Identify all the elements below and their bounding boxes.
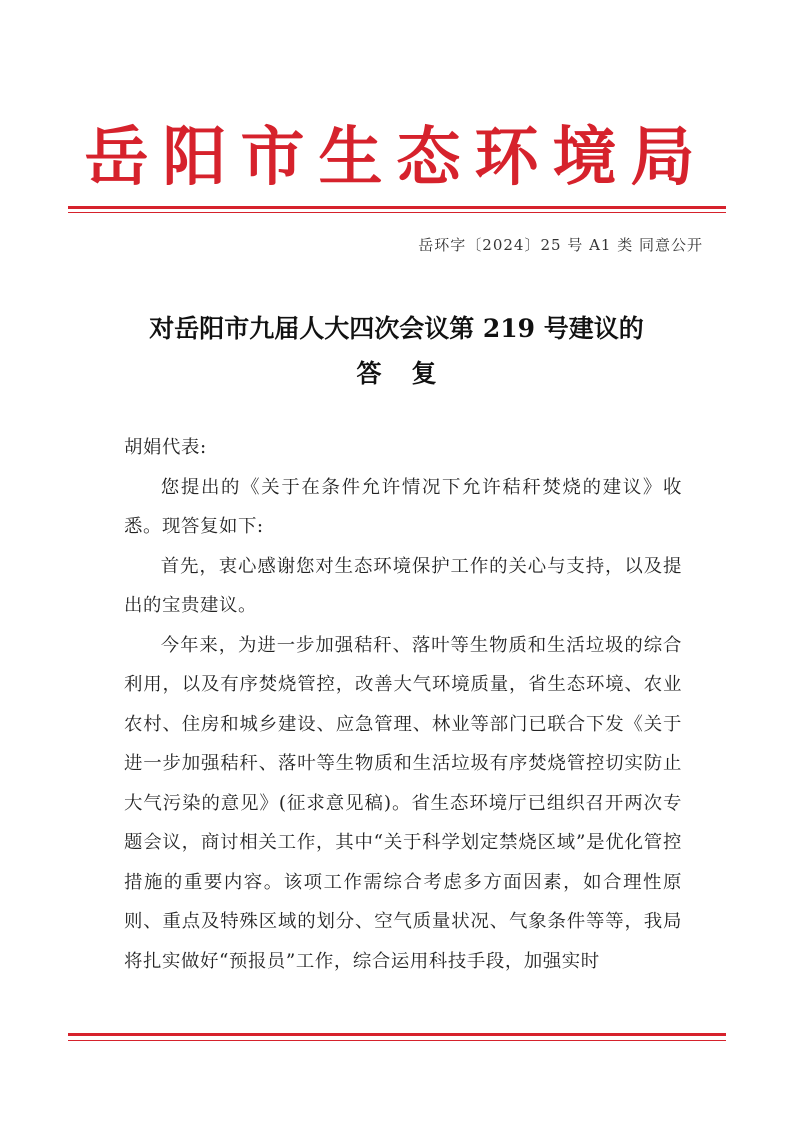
- salutation: 胡娟代表:: [124, 437, 207, 458]
- footer-rule-thin: [68, 1040, 726, 1041]
- footer-rule-thick: [68, 1033, 726, 1036]
- paragraph-2: 首先，衷心感谢您对生态环境保护工作的关心与支持，以及提出的宝贵建议。: [124, 555, 682, 616]
- header-rule-thin: [68, 212, 726, 213]
- document-number: 岳环字〔2024〕25 号 A1 类 同意公开: [418, 236, 703, 254]
- paragraph-3: 今年来，为进一步加强秸秆、落叶等生物质和生活垃圾的综合利用，以及有序焚烧管控，改善大气环境质量，省生态环境、农业农村、住房和城乡建设、应急管理、林业等部门已联合下发《关于进一步加强秸秆、落叶等生物质和生活垃圾有序焚烧管控切实防止大气污染的意见》(征求意见稿)。省生态环境厅已组织召开两次专题会议，商讨相关工作，其中“关于科学划定禁烧区域”是优化管控措施的重要内容。该项工作需综合考虑多方面因素，如合理性原则、重点及特殊区域的划分、空气质量状况、气象条件等等，我局将扎实做好“预报员”工作，综合运用科技手段，加强实时: [124, 634, 682, 972]
- paragraph-1: 您提出的《关于在条件允许情况下允许秸秆焚烧的建议》收悉。现答复如下:: [124, 476, 682, 537]
- letterhead-title: 岳阳市生态环境局: [84, 120, 709, 195]
- document-title-line1: 对岳阳市九届人大四次会议第 219 号建议的: [149, 314, 644, 343]
- document-title-line2: 答复: [356, 359, 467, 388]
- letter-body: [124, 428, 682, 981]
- header-rule-thick: [68, 206, 726, 209]
